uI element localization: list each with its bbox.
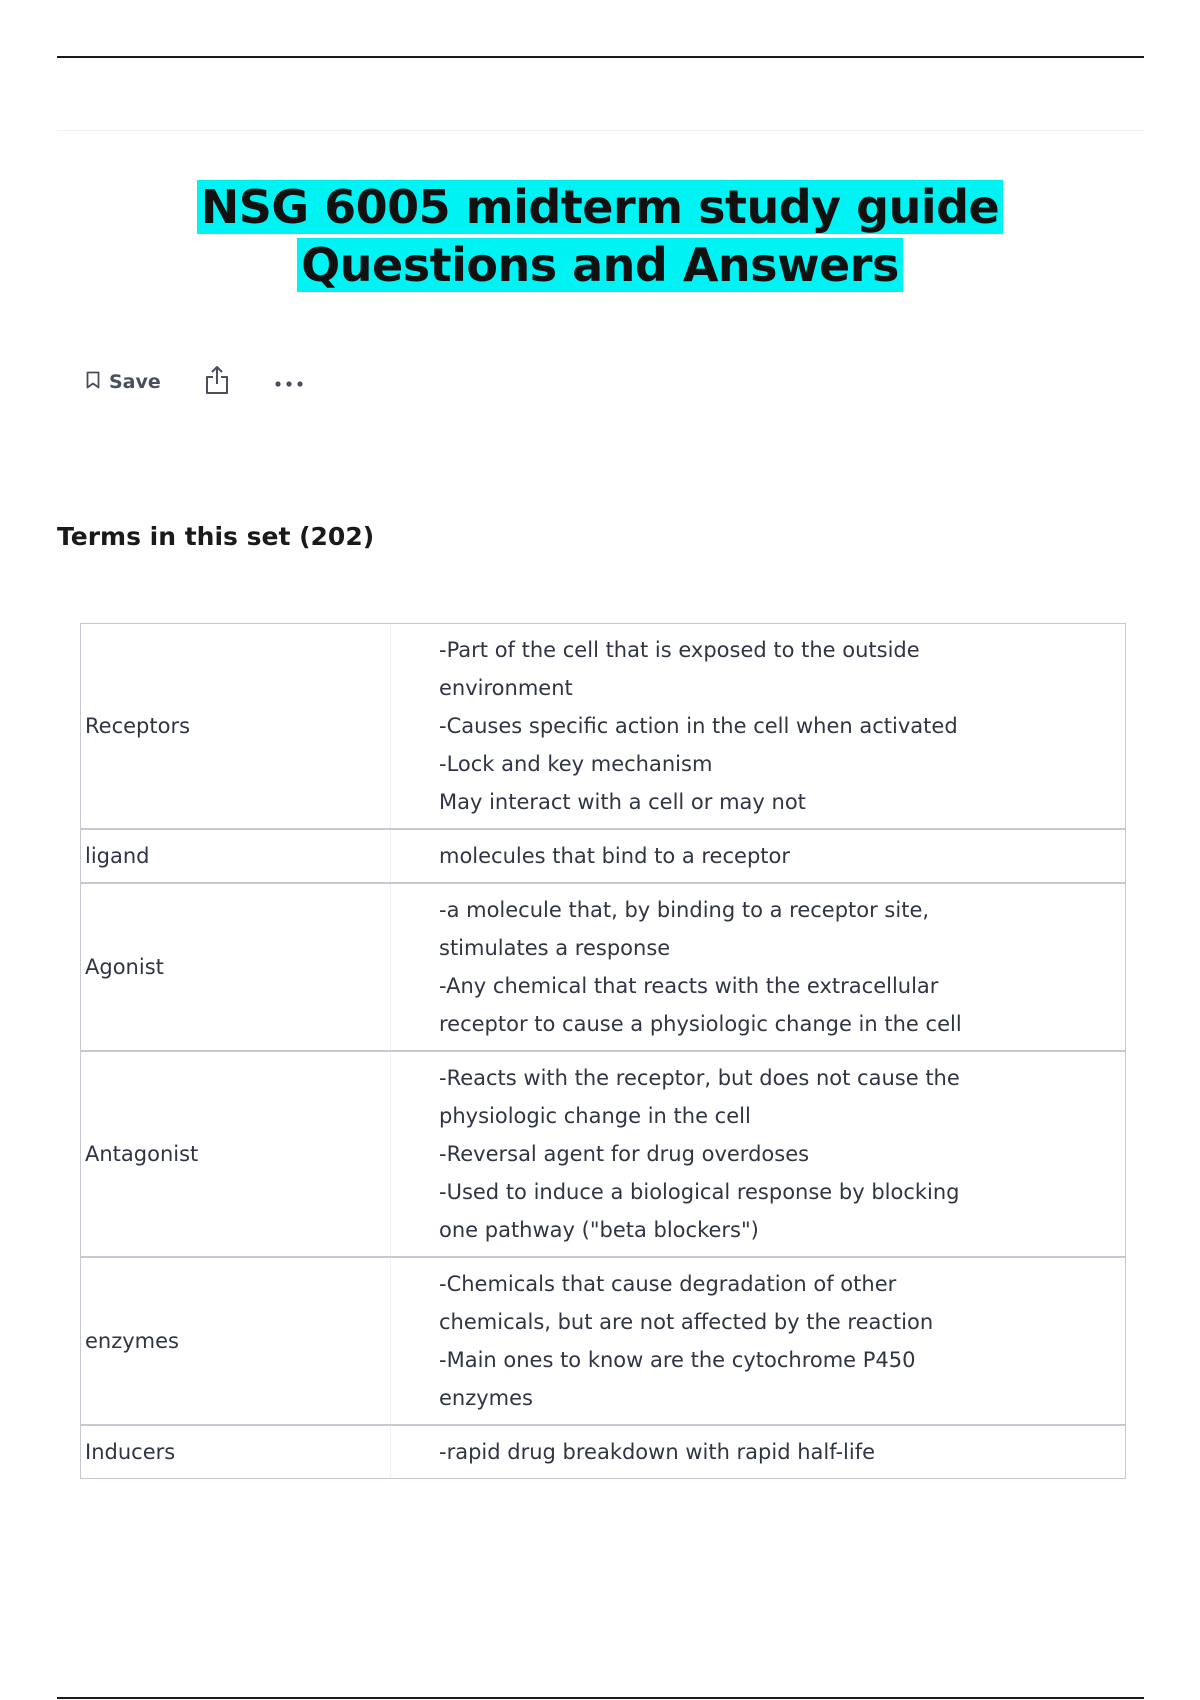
more-options-icon [274, 373, 304, 392]
toolbar [86, 366, 314, 398]
term-text: Antagonist [81, 1052, 391, 1256]
definition-line: environment [439, 676, 573, 700]
definition-line: -Used to induce a biological response by blocking [439, 1180, 960, 1204]
definition-line: -Lock and key mechanism [439, 752, 713, 776]
definition-line: -rapid drug breakdown with rapid half-life [439, 1440, 876, 1464]
share-icon [204, 365, 230, 399]
definition-text [391, 1426, 1125, 1478]
definition-line: -Reacts with the receptor, but does not cause the [439, 1066, 960, 1090]
definition-line: -Chemicals that cause degradation of other [439, 1272, 897, 1296]
term-text: ligand [81, 830, 391, 882]
header-divider [57, 130, 1144, 131]
definition-line: -Reversal agent for drug overdoses [439, 1142, 810, 1166]
definition-line: -a molecule that, by binding to a receptor site, [439, 898, 930, 922]
bookmark-icon [86, 371, 100, 393]
definition-line: -Causes specific action in the cell when activated [439, 714, 958, 738]
term-text: Receptors [81, 624, 391, 828]
definition-text [391, 624, 1125, 828]
save-button[interactable] [86, 371, 204, 393]
definition-line: -Any chemical that reacts with the extracellular [439, 974, 939, 998]
term-row [81, 1424, 1125, 1478]
top-divider [57, 56, 1144, 58]
term-row [81, 1256, 1125, 1424]
definition-line: stimulates a response [439, 936, 671, 960]
definition-text [391, 884, 1125, 1050]
definition-text [391, 1052, 1125, 1256]
definition-line: May interact with a cell or may not [439, 790, 806, 814]
term-text: enzymes [81, 1258, 391, 1424]
definition-text [391, 1258, 1125, 1424]
definition-text [391, 830, 1125, 882]
more-options-button[interactable] [274, 373, 314, 392]
bottom-divider [57, 1697, 1144, 1699]
term-row [81, 1050, 1125, 1256]
definition-line: receptor to cause a physiologic change in the cell [439, 1012, 962, 1036]
definition-line: chemicals, but are not affected by the reaction [439, 1310, 934, 1334]
term-row [81, 828, 1125, 882]
definition-line: one pathway ("beta blockers") [439, 1218, 759, 1242]
definition-line: -Main ones to know are the cytochrome P450 [439, 1348, 916, 1372]
page-title: NSG 6005 midterm study guide Questions and Answers [197, 180, 1004, 292]
definition-line: molecules that bind to a receptor [439, 844, 790, 868]
save-label: Save [109, 371, 161, 393]
title-block [70, 178, 1130, 294]
definition-line: -Part of the cell that is exposed to the outside [439, 638, 920, 662]
term-row [81, 882, 1125, 1050]
term-text: Agonist [81, 884, 391, 1050]
term-text: Inducers [81, 1426, 391, 1478]
definition-line: enzymes [439, 1386, 533, 1410]
terms-table [80, 623, 1126, 1479]
definition-line: physiologic change in the cell [439, 1104, 751, 1128]
term-row [81, 624, 1125, 828]
share-button[interactable] [204, 365, 274, 399]
terms-heading: Terms in this set (202) [57, 522, 375, 551]
